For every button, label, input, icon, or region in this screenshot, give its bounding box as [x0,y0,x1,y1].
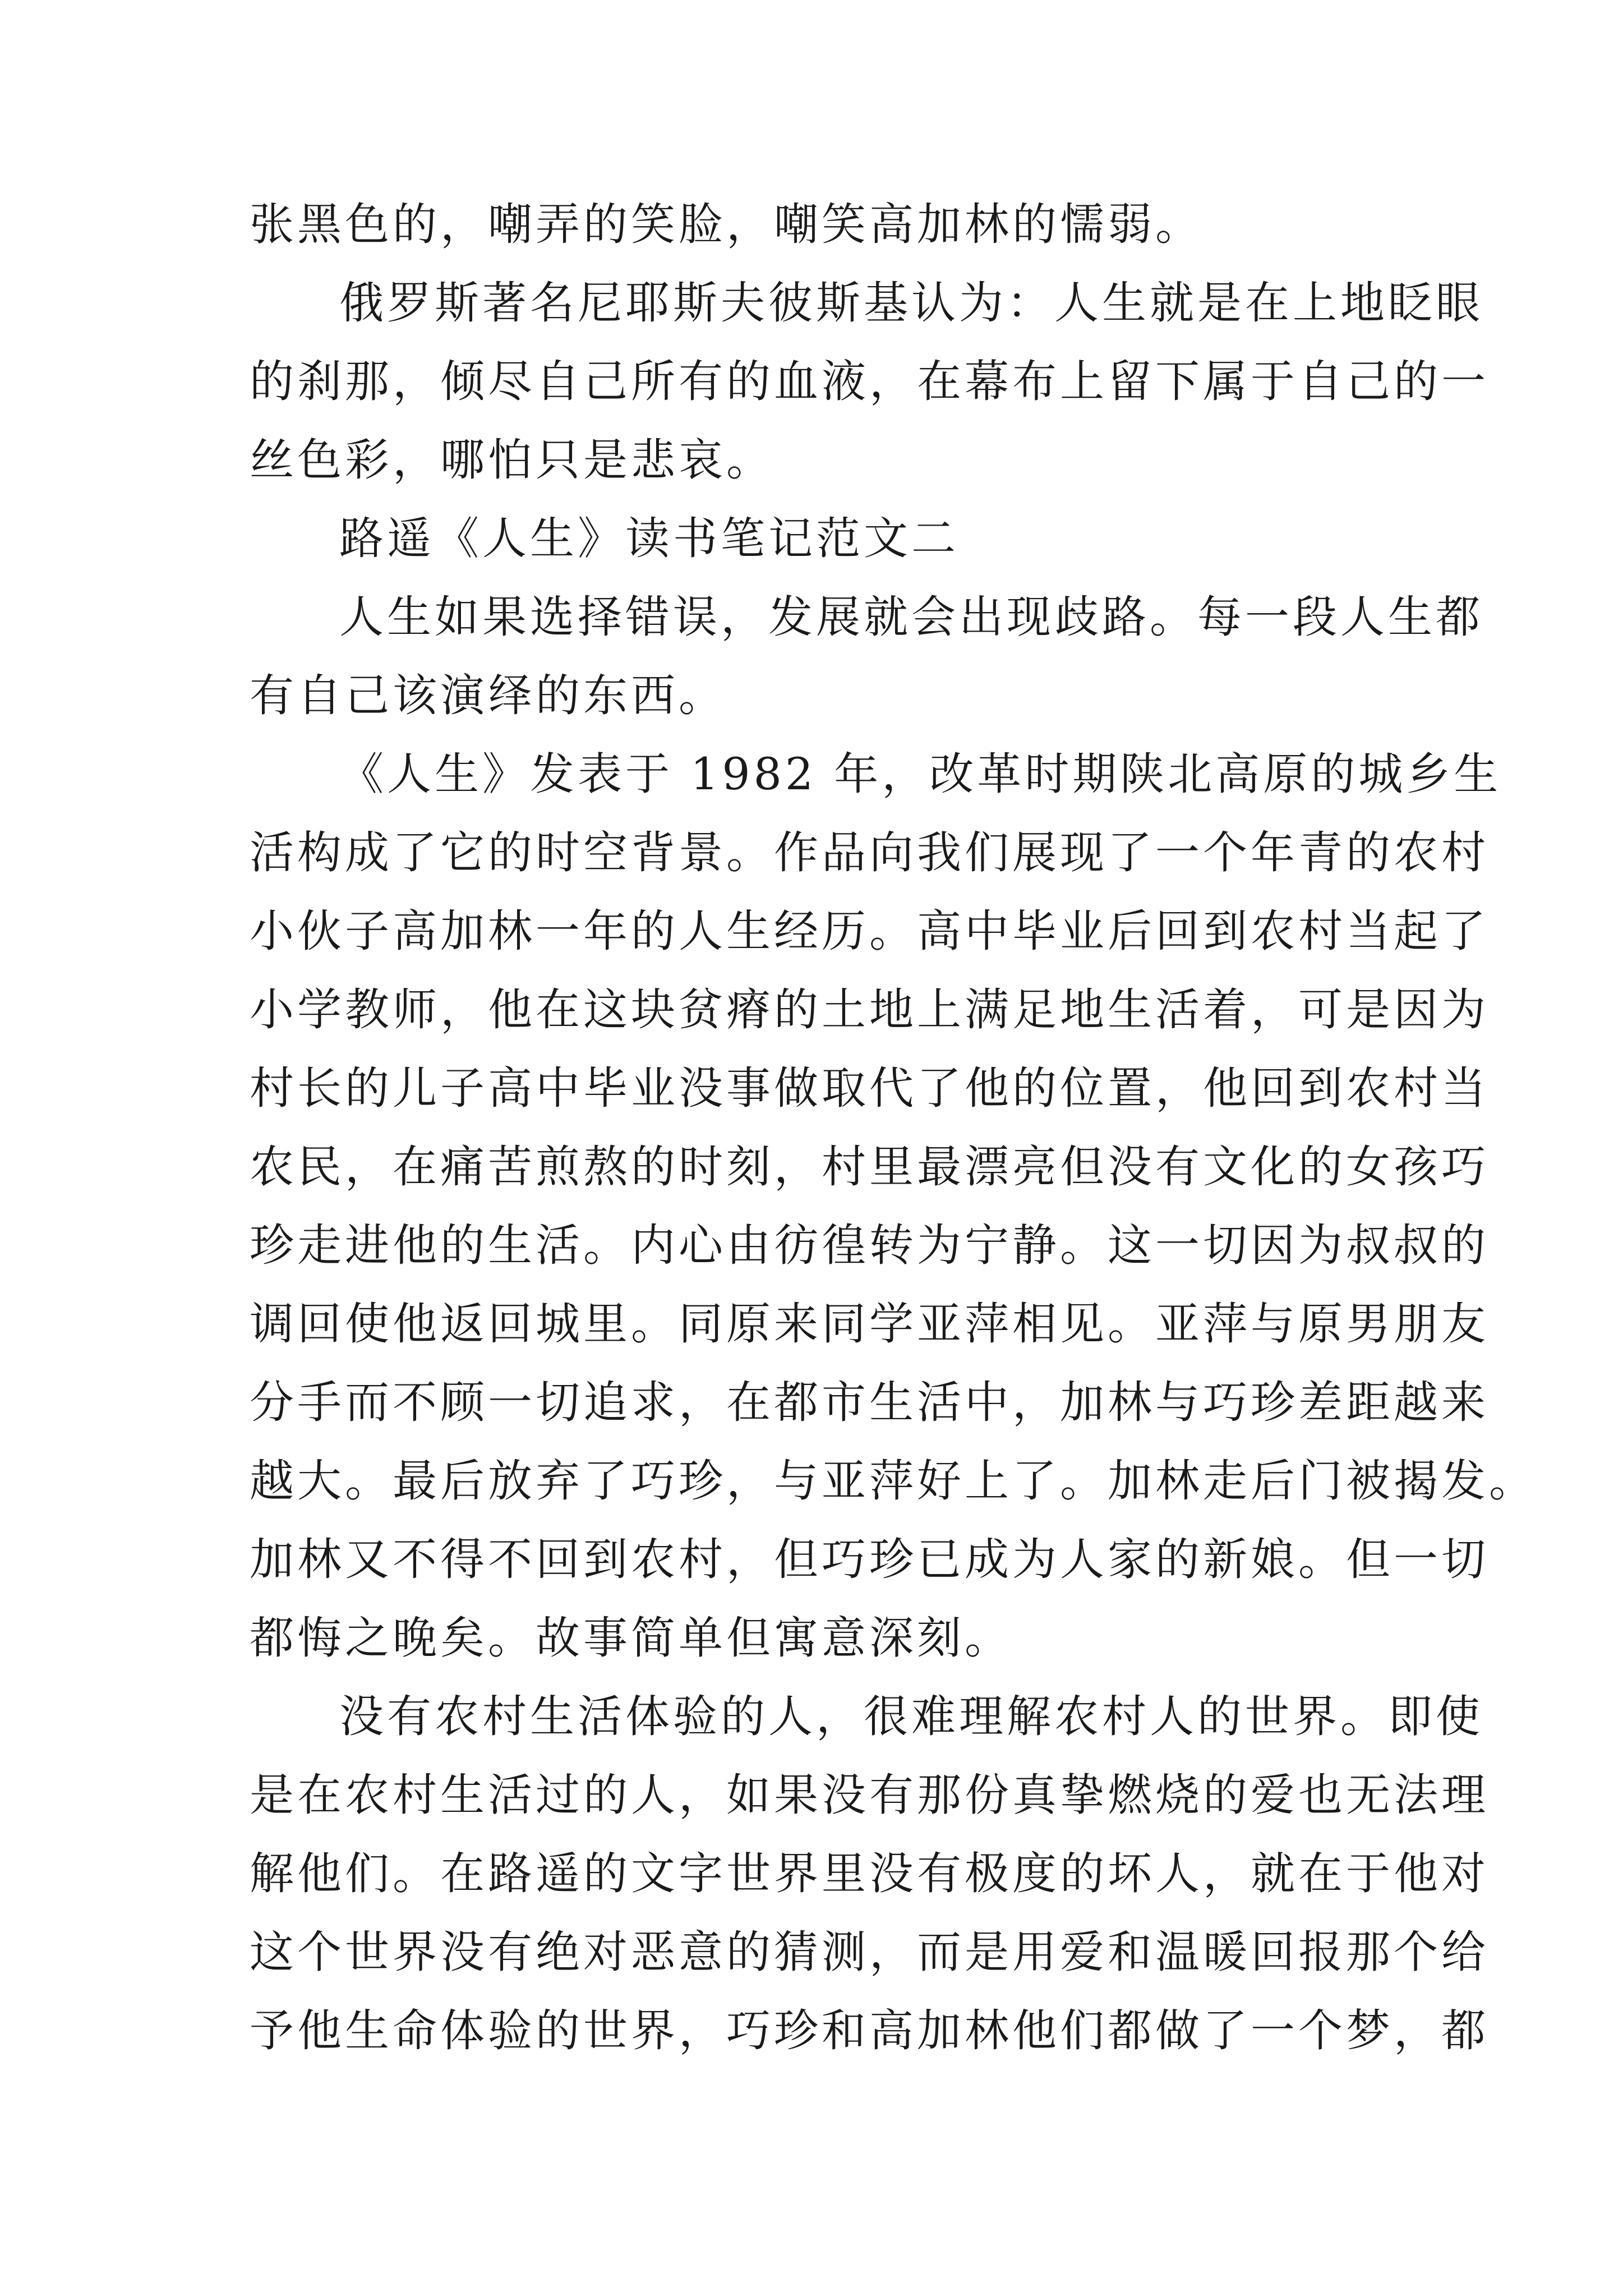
text-line: 丝色彩，哪怕只是悲哀。 [250,434,774,486]
text-line: 活构成了它的时空背景。作品向我们展现了一个年青的农村 [250,827,1489,878]
text-line: 小学教师，他在这块贫瘠的土地上满足地生活着，可是因为 [250,984,1489,1036]
document-body [250,185,1537,2070]
text-line: 予他生命体验的世界，巧珍和高加林他们都做了一个梦，都 [250,2005,1489,2056]
paragraph-first-line: 俄罗斯著名尼耶斯夫彼斯基认为：人生就是在上地眨眼 [339,277,1483,329]
text-line: 分手而不顾一切追求，在都市生活中，加林与巧珍差距越来 [250,1377,1489,1428]
text-line: 都悔之晚矣。故事简单但寓意深刻。 [250,1612,1012,1664]
paragraph-first-line: 没有农村生活体验的人，很难理解农村人的世界。即使 [339,1691,1483,1742]
paragraph-first-line: 《人生》发表于 1982 年，改革时期陕北高原的城乡生 [339,748,1502,800]
section-heading: 路遥《人生》读书笔记范文二 [339,513,959,564]
text-line: 的刹那，倾尽自己所有的血液，在幕布上留下属于自己的一 [250,356,1489,407]
text-line: 调回使他返回城里。同原来同学亚萍相见。亚萍与原男朋友 [250,1298,1489,1350]
paragraph-first-line: 人生如果选择错误，发展就会出现歧路。每一段人生都 [339,591,1483,643]
text-line: 小伙子高加林一年的人生经历。高中毕业后回到农村当起了 [250,905,1489,957]
text-line: 农民，在痛苦煎熬的时刻，村里最漂亮但没有文化的女孩巧 [250,1141,1489,1193]
text-line: 解他们。在路遥的文字世界里没有极度的坏人，就在于他对 [250,1848,1489,1899]
text-line: 加林又不得不回到农村，但巧珍已成为人家的新娘。但一切 [250,1534,1489,1585]
text-line: 珍走进他的生活。内心由彷徨转为宁静。这一切因为叔叔的 [250,1220,1489,1271]
text-line: 越大。最后放弃了巧珍，与亚萍好上了。加林走后门被揭发。 [250,1455,1537,1507]
text-line: 这个世界没有绝对恶意的猜测，而是用爱和温暖回报那个给 [250,1926,1489,1978]
text-line: 村长的儿子高中毕业没事做取代了他的位置，他回到农村当 [250,1062,1489,1114]
text-line: 是在农村生活过的人，如果没有那份真挚燃烧的爱也无法理 [250,1769,1489,1821]
text-line: 有自己该演绎的东西。 [250,670,726,721]
text-line: 张黑色的，嘲弄的笑脸，嘲笑高加林的懦弱。 [250,199,1203,250]
